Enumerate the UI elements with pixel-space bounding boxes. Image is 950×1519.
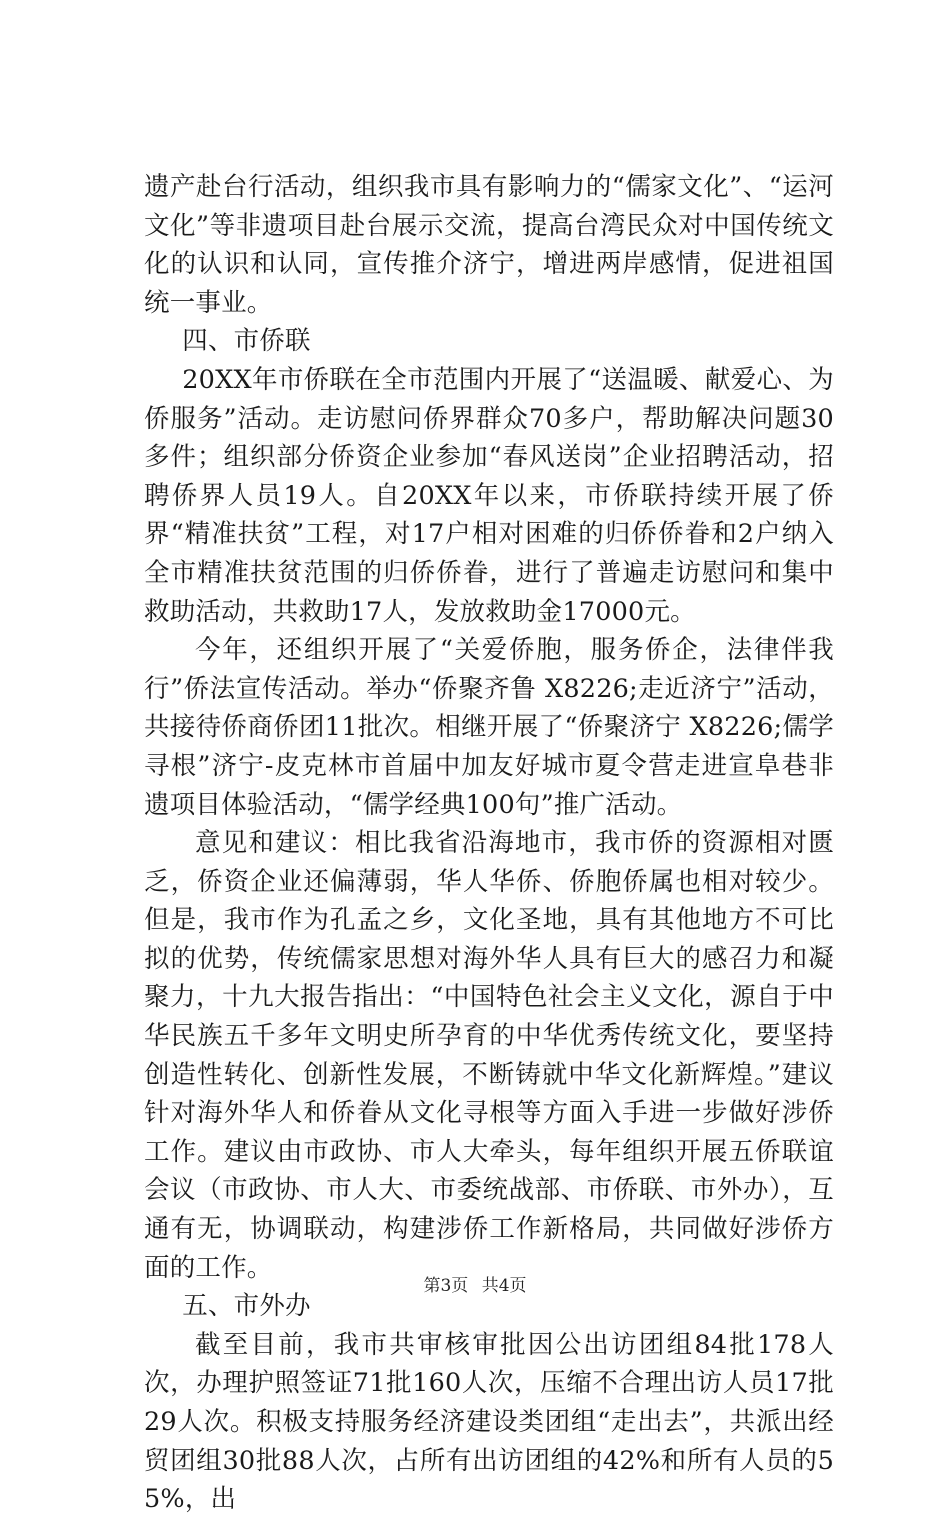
paragraph-foreign-affairs: 截至目前，我市共审核审批因公出访团组84批178人次，办理护照签证71批160人次，压缩不合理出访人员17批29人次。积极支持服务经济建设类团组“走出去”，共派出经贸团组30批88人次，占所有出访团组的42%和所有人员的55%，出 — [144, 1329, 834, 1515]
page-total: 共4页 — [481, 1276, 527, 1296]
paragraph-qiaolian-activities: 20XX年市侨联在全市范围内开展了“送温暖、献爱心、为侨服务”活动。走访慰问侨界群众70多户，帮助解决问题30多件；组织部分侨资企业参加“春风送岗”企业招聘活动，招聘侨界人员19人。自20XX年以来，市侨联持续开展了侨界“精准扶贫”工程，对17户相对困难的归侨侨眷和2户纳入全市精准扶贫范围的归侨侨眷，进行了普遍走访慰问和集中救助活动，共救助17人，发放救助金17000元。 — [144, 364, 834, 627]
document-body — [144, 168, 834, 1519]
section-heading-5: 五、市外办 — [182, 1291, 311, 1322]
page-footer — [0, 1271, 950, 1296]
paragraph-qiaolian-events: 今年，还组织开展了“关爱侨胞，服务侨企，法律伴我行”侨法宣传活动。举办“侨聚齐鲁 X8226;走近济宁”活动，共接待侨商侨团11批次。相继开展了“侨聚济宁 X8226;儒学寻根”济宁-皮克林市首届中加友好城市夏令营走进宣阜巷非遗项目体验活动，“儒学经典100句”推广活动。 — [144, 635, 834, 820]
paragraph-suggestions: 意见和建议：相比我省沿海地市，我市侨的资源相对匮乏，侨资企业还偏薄弱，华人华侨、侨胞侨属也相对较少。但是，我市作为孔孟之乡，文化圣地，具有其他地方不可比拟的优势，传统儒家思想对海外华人具有巨大的感召力和凝聚力，十九大报告指出：“中国特色社会主义文化，源自于中华民族五千多年文明史所孕育的中华优秀传统文化，要坚持创造性转化、创新性发展，不断铸就中华文化新辉煌。”建议针对海外华人和侨眷从文化寻根等方面入手进一步做好涉侨工作。建议由市政协、市人大牵头，每年组织开展五侨联谊会议（市政协、市人大、市委统战部、市侨联、市外办），互通有无，协调联动，构建涉侨工作新格局，共同做好涉侨方面的工作。 — [144, 828, 834, 1283]
page-number: 第3页 — [423, 1276, 469, 1296]
section-heading-4: 四、市侨联 — [182, 326, 311, 357]
paragraph-continuation: 遗产赴台行活动，组织我市具有影响力的“儒家文化”、“运河文化”等非遗项目赴台展示交流，提高台湾民众对中国传统文化的认识和认同，宣传推介济宁，增进两岸感情，促进祖国统一事业。 — [144, 172, 834, 318]
